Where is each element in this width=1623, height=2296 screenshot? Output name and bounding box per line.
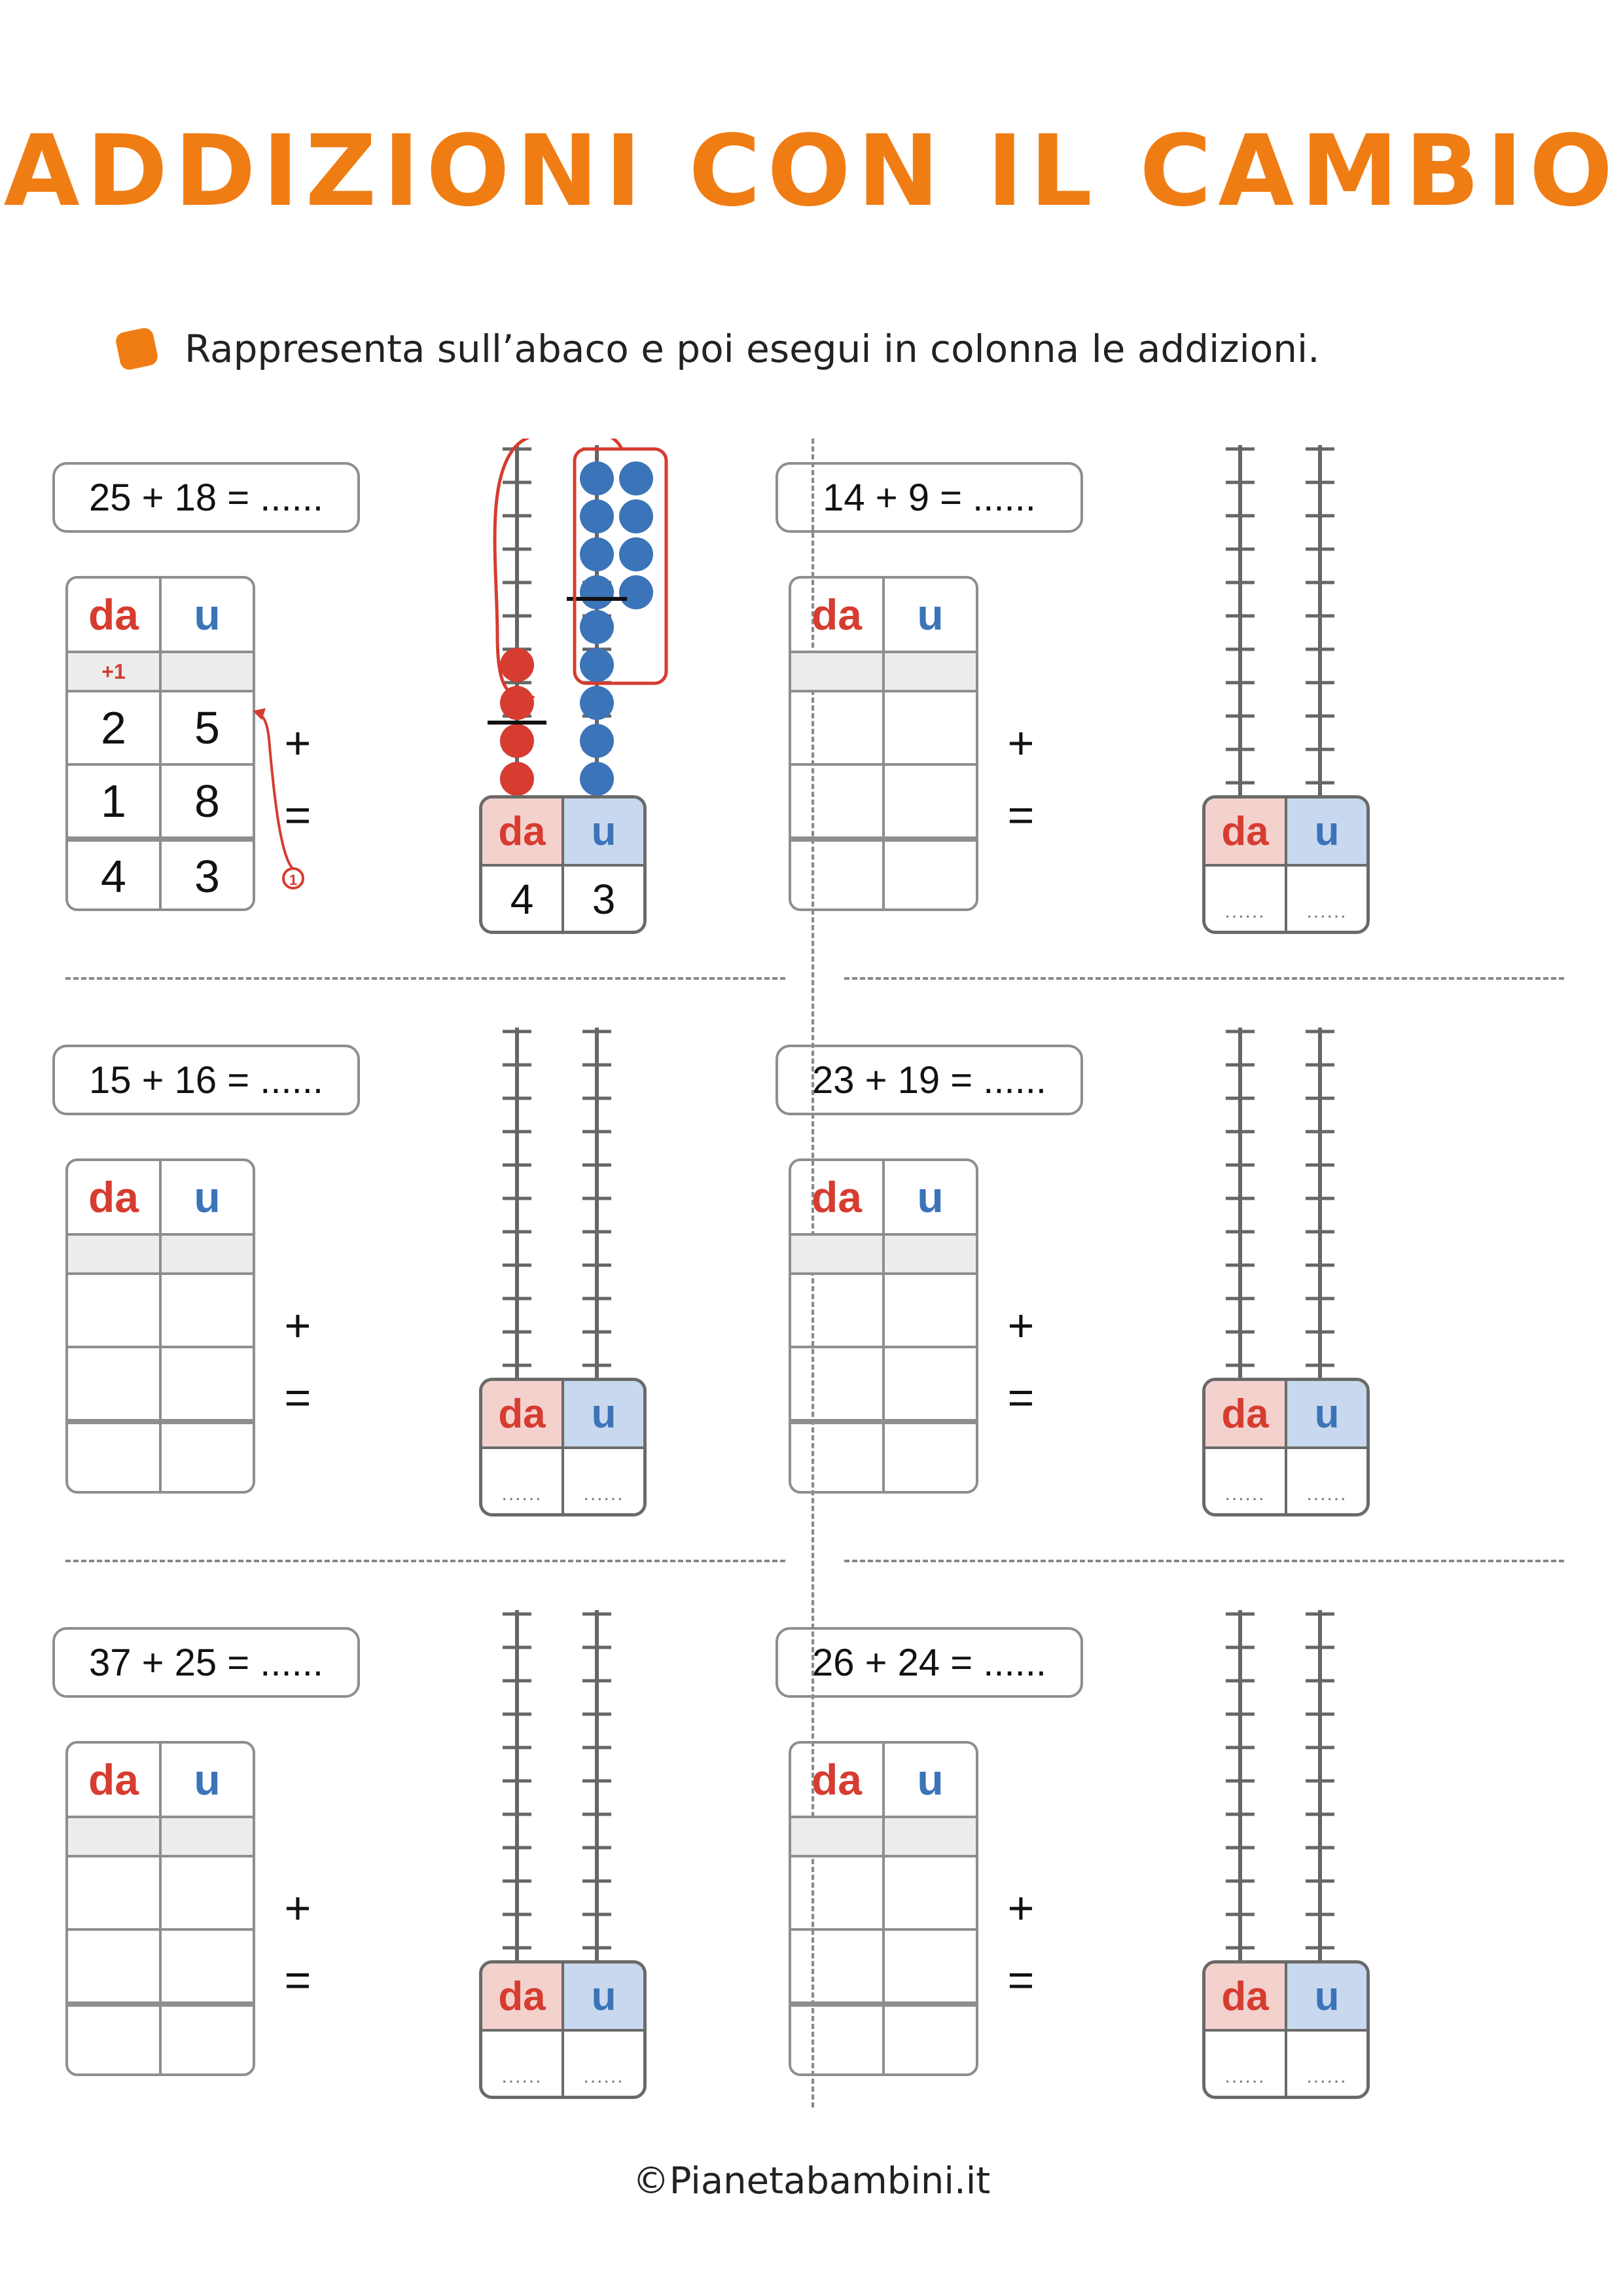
equation-box[interactable]: 25 + 18 = ...... [52, 462, 360, 533]
abacus-units-value[interactable]: 3 [592, 876, 616, 923]
abacus-tens-blank[interactable]: ...... [482, 1449, 564, 1515]
abacus-tens-header: da [482, 1381, 564, 1446]
units-rod [1306, 1028, 1334, 1381]
equation-box[interactable]: 26 + 24 = ...... [776, 1627, 1083, 1698]
plus-sign: + [1007, 717, 1035, 768]
units-header: u [917, 1755, 944, 1804]
units-rod [582, 1028, 611, 1381]
tens-bead [500, 686, 534, 720]
abacus-units-header: u [1287, 798, 1366, 864]
tens-header: da [791, 1161, 885, 1233]
units-rod [1306, 445, 1334, 798]
abacus-result-table [1202, 1960, 1370, 2099]
abacus-units-blank[interactable]: ...... [1306, 2066, 1347, 2087]
unit-bead [619, 575, 653, 609]
exercise-4 [723, 1021, 1535, 1604]
instruction-text: Rappresenta sull’abaco e poi esegui in colonna le addizioni. [185, 327, 1320, 371]
tens-rod [503, 1610, 531, 1964]
tens-header: da [791, 1744, 885, 1816]
tens-header: da [68, 579, 162, 651]
unit-bead [580, 762, 614, 796]
unit-bead [580, 461, 614, 495]
abacus-result-table [479, 795, 647, 934]
tens-rod [1226, 1028, 1255, 1381]
digit-cell[interactable]: 4 [68, 842, 162, 911]
plus-sign: + [284, 1882, 312, 1933]
plus-sign: + [1007, 1300, 1035, 1351]
abacus-tens-blank[interactable]: ...... [1205, 2032, 1287, 2097]
tens-header: da [791, 579, 885, 651]
instruction [118, 319, 1320, 378]
equals-sign: = [1007, 789, 1035, 840]
units-header: u [194, 1173, 221, 1221]
abacus-units-blank[interactable]: ...... [1306, 901, 1347, 922]
unit-bead [580, 575, 614, 609]
tens-rod [503, 1028, 531, 1381]
unit-bead [580, 648, 614, 682]
equation-box[interactable]: 15 + 16 = ...... [52, 1045, 360, 1115]
abacus-units-blank[interactable]: ...... [583, 1483, 624, 1505]
abacus-tens-header: da [482, 1964, 564, 2029]
exercise-1 [0, 439, 812, 1021]
unit-bead [580, 610, 614, 644]
abacus-result-table [1202, 795, 1370, 934]
abacus-tens-header: da [1205, 798, 1287, 864]
footer-credit: ©Pianetabambini.it [632, 2160, 991, 2202]
digit-cell[interactable]: 8 [194, 776, 220, 827]
abacus-units-header: u [564, 798, 643, 864]
bullet-icon [115, 327, 160, 372]
units-header: u [917, 590, 944, 639]
abacus-tens-value[interactable]: 4 [482, 867, 564, 932]
exercise-6 [723, 1604, 1535, 2186]
abacus [0, 1604, 812, 2186]
tens-bead [500, 762, 534, 796]
equals-sign: = [284, 1954, 312, 2005]
step-marker-label: 1 [289, 872, 298, 888]
abacus [0, 1021, 812, 1604]
unit-bead [619, 461, 653, 495]
equals-sign: = [1007, 1372, 1035, 1423]
abacus-tens-blank[interactable]: ...... [1205, 867, 1287, 932]
abacus-units-blank[interactable]: ...... [1306, 1483, 1347, 1505]
plus-sign: + [284, 1300, 312, 1351]
tens-header: da [68, 1161, 162, 1233]
equals-sign: = [1007, 1954, 1035, 2005]
equals-sign: = [284, 789, 312, 840]
abacus [723, 439, 1535, 1021]
abacus-units-header: u [1287, 1381, 1366, 1446]
abacus-tens-header: da [1205, 1964, 1287, 2029]
unit-bead [619, 499, 653, 533]
abacus-tens-header: da [1205, 1381, 1287, 1446]
abacus-units-header: u [564, 1964, 643, 2029]
equation-box[interactable]: 37 + 25 = ...... [52, 1627, 360, 1698]
unit-bead [580, 499, 614, 533]
units-header: u [194, 590, 221, 639]
tens-bead [500, 724, 534, 758]
unit-bead [619, 537, 653, 571]
units-rod [1306, 1610, 1334, 1964]
abacus-result-table [479, 1960, 647, 2099]
abacus-result-table [479, 1378, 647, 1516]
abacus-units-header: u [1287, 1964, 1366, 2029]
abacus [0, 439, 812, 1021]
abacus [723, 1021, 1535, 1604]
digit-cell[interactable]: 3 [194, 851, 220, 902]
unit-bead [580, 686, 614, 720]
digit-cell[interactable]: 1 [68, 766, 162, 836]
equation-box[interactable]: 23 + 19 = ...... [776, 1045, 1083, 1115]
page-title: ADDIZIONI CON IL CAMBIO [3, 115, 1620, 228]
exercise-5 [0, 1604, 812, 2186]
plus-sign: + [1007, 1882, 1035, 1933]
tens-rod [1226, 1610, 1255, 1964]
exercise-3 [0, 1021, 812, 1604]
equation-box[interactable]: 14 + 9 = ...... [776, 462, 1083, 533]
abacus-tens-blank[interactable]: ...... [1205, 1449, 1287, 1515]
digit-cell[interactable]: 2 [68, 692, 162, 763]
exercise-2 [723, 439, 1535, 1021]
units-header: u [194, 1755, 221, 1804]
plus-sign: + [284, 717, 312, 768]
equals-sign: = [284, 1372, 312, 1423]
abacus-units-blank[interactable]: ...... [583, 2066, 624, 2087]
unit-bead [580, 537, 614, 571]
abacus [723, 1604, 1535, 2186]
units-rod [582, 1610, 611, 1964]
digit-cell[interactable]: 5 [194, 702, 220, 753]
abacus-result-table [1202, 1378, 1370, 1516]
carry-cell-tens[interactable]: +1 [68, 653, 162, 690]
tens-header: da [68, 1744, 162, 1816]
abacus-tens-blank[interactable]: ...... [482, 2032, 564, 2097]
tens-bead [500, 648, 534, 682]
unit-bead [580, 724, 614, 758]
tens-rod [1226, 445, 1255, 798]
carry-arrow [259, 713, 293, 869]
abacus-tens-header: da [482, 798, 564, 864]
abacus-units-header: u [564, 1381, 643, 1446]
units-header: u [917, 1173, 944, 1221]
